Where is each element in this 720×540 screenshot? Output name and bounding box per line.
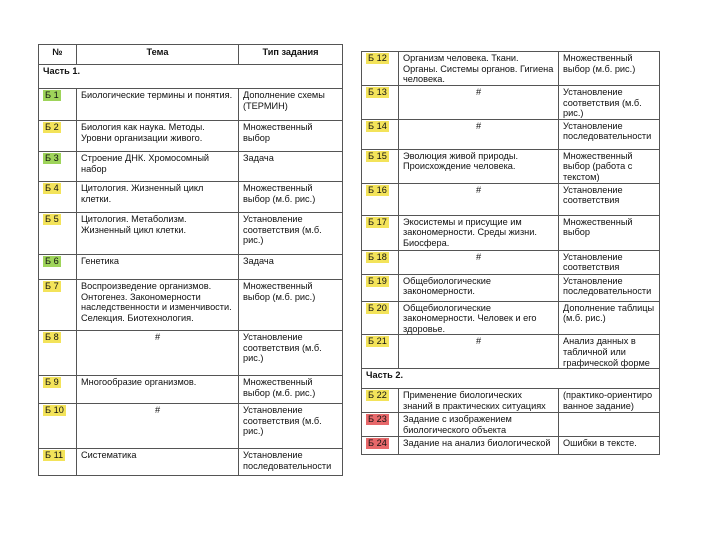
table-row <box>362 335 660 369</box>
task-topic-cell: Цитология. Метаболизм. Жизненный цикл клетки. <box>77 213 239 255</box>
task-type-cell: Ошибки в тексте. <box>559 436 660 454</box>
task-code-badge: Б 17 <box>368 216 387 227</box>
table-row <box>39 152 343 182</box>
task-code-cell <box>362 119 399 149</box>
part-row <box>39 65 343 89</box>
task-type-cell: Установление последовательности <box>239 449 343 476</box>
task-topic-cell: Систематика <box>77 449 239 476</box>
task-code-cell <box>39 182 77 213</box>
task-type-cell: Задача <box>239 152 343 182</box>
task-topic-cell: # <box>399 335 559 369</box>
task-type-cell: Дополнение схемы (ТЕРМИН) <box>239 89 343 121</box>
table-row <box>39 182 343 213</box>
task-code-cell <box>362 250 399 274</box>
table-row <box>362 436 660 454</box>
task-code-cell <box>39 376 77 404</box>
task-code-badge: Б 22 <box>368 390 387 401</box>
table-row <box>39 376 343 404</box>
table-row <box>362 215 660 250</box>
task-topic-cell: Задание с изображением биологического объекта <box>399 413 559 436</box>
task-code-cell <box>39 449 77 476</box>
task-code-badge: Б 8 <box>45 332 59 342</box>
table-header-row <box>39 45 343 65</box>
task-topic-cell: Экосистемы и присущие им закономерности. Среды жизни. Биосфера. <box>399 215 559 250</box>
task-topic-cell: # <box>77 404 239 449</box>
task-code-badge: Б 11 <box>45 450 64 460</box>
table-row <box>362 389 660 413</box>
table-row <box>362 183 660 215</box>
task-code-cell <box>362 335 399 369</box>
table-row <box>362 52 660 86</box>
task-code-badge: Б 2 <box>45 122 59 132</box>
task-code-cell <box>39 404 77 449</box>
task-topic-cell: # <box>399 250 559 274</box>
task-code-badge: Б 18 <box>368 251 387 262</box>
task-topic-cell: Биологические термины и понятия. <box>77 89 239 121</box>
task-code-badge: Б 19 <box>368 275 387 286</box>
task-type-cell: Анализ данных в табличной или графической форме <box>559 335 660 369</box>
task-topic-cell: Биология как наука. Методы. Уровни организации живого. <box>77 121 239 152</box>
task-code-badge: Б 14 <box>368 120 387 131</box>
task-type-cell: Установление соответствия (м.б. рис.) <box>239 404 343 449</box>
table-row <box>39 121 343 152</box>
task-type-cell: Множественный выбор (м.б. рис.) <box>559 52 660 86</box>
task-code-cell <box>362 215 399 250</box>
table-row <box>362 250 660 274</box>
task-code-badge: Б 23 <box>368 414 387 425</box>
task-type-cell: Задача <box>239 255 343 280</box>
task-code-cell <box>39 255 77 280</box>
task-type-cell: Множественный выбор <box>559 215 660 250</box>
task-type-cell: Установление соответствия (м.б. рис.) <box>239 213 343 255</box>
task-topic-cell: Эволюция живой природы. Происхождение человека. <box>399 149 559 183</box>
task-type-cell: (практико-ориентиро ванное задание) <box>559 389 660 413</box>
part-row <box>362 369 660 389</box>
task-code-cell <box>362 183 399 215</box>
task-code-cell <box>362 389 399 413</box>
header-type: Тип задания <box>239 45 343 65</box>
table-row <box>362 119 660 149</box>
task-topic-cell: # <box>77 331 239 376</box>
right-table <box>361 51 660 455</box>
header-topic: Тема <box>77 45 239 65</box>
left-table <box>38 44 343 476</box>
task-code-cell <box>362 413 399 436</box>
header-num: № <box>39 45 77 65</box>
table-row <box>362 149 660 183</box>
task-topic-cell: Применение биологических знаний в практических ситуациях <box>399 389 559 413</box>
table-row <box>39 213 343 255</box>
task-topic-cell: Генетика <box>77 255 239 280</box>
part2-label: Часть 2. <box>362 369 660 389</box>
task-code-badge: Б 12 <box>368 53 387 63</box>
task-topic-cell: # <box>399 86 559 120</box>
task-topic-cell: # <box>399 183 559 215</box>
task-code-badge: Б 5 <box>45 214 59 224</box>
task-type-cell: Множественный выбор (м.б. рис.) <box>239 376 343 404</box>
task-code-cell <box>39 121 77 152</box>
task-topic-cell: Организм человека. Ткани. Органы. Системы органов. Гигиена человека. <box>399 52 559 86</box>
task-type-cell: Дополнение таблицы (м.б. рис.) <box>559 301 660 335</box>
table-row <box>39 280 343 331</box>
task-code-cell <box>39 213 77 255</box>
task-code-cell <box>39 331 77 376</box>
task-code-badge: Б 3 <box>45 153 59 163</box>
task-type-cell: Установление последовательности <box>559 274 660 301</box>
table-row <box>39 89 343 121</box>
task-topic-cell: # <box>399 119 559 149</box>
task-type-cell: Множественный выбор <box>239 121 343 152</box>
task-type-cell: Установление последовательности <box>559 119 660 149</box>
table-row <box>362 274 660 301</box>
task-topic-cell: Строение ДНК. Хромосомный набор <box>77 152 239 182</box>
task-topic-cell: Общебиологические закономерности. Человек и его здоровье. <box>399 301 559 335</box>
task-code-cell <box>362 301 399 335</box>
task-code-badge: Б 10 <box>45 405 64 415</box>
table-row <box>362 301 660 335</box>
task-type-cell: Установление соответствия (м.б. рис.) <box>239 331 343 376</box>
task-topic-cell: Задание на анализ биологической <box>399 436 559 454</box>
table-row <box>39 331 343 376</box>
task-code-cell <box>39 280 77 331</box>
task-code-badge: Б 16 <box>368 184 387 195</box>
table-row <box>39 255 343 280</box>
task-code-badge: Б 24 <box>368 437 387 448</box>
task-type-cell: Установление соответствия (м.б. рис.) <box>559 86 660 120</box>
task-type-cell: Множественный выбор (м.б. рис.) <box>239 280 343 331</box>
task-code-badge: Б 7 <box>45 281 59 291</box>
task-code-cell <box>39 152 77 182</box>
task-code-badge: Б 21 <box>368 336 387 347</box>
table-row <box>39 404 343 449</box>
task-type-cell: Множественный выбор (м.б. рис.) <box>239 182 343 213</box>
task-code-badge: Б 6 <box>45 256 59 266</box>
task-code-badge: Б 20 <box>368 302 387 313</box>
task-topic-cell: Цитология. Жизненный цикл клетки. <box>77 182 239 213</box>
task-code-badge: Б 4 <box>45 183 59 193</box>
task-code-cell <box>39 89 77 121</box>
task-type-cell: Установление соответствия <box>559 250 660 274</box>
table-row <box>362 413 660 436</box>
task-code-badge: Б 1 <box>45 90 59 100</box>
table-row <box>39 449 343 476</box>
task-type-cell <box>559 413 660 436</box>
task-topic-cell: Общебиологические закономерности. <box>399 274 559 301</box>
task-type-cell: Множественный выбор (работа с текстом) <box>559 149 660 183</box>
task-code-cell <box>362 274 399 301</box>
task-topic-cell: Воспроизведение организмов. Онтогенез. Закономерности наследственности и изменчивости. Селекция. Биотехнология. <box>77 280 239 331</box>
task-code-cell <box>362 86 399 120</box>
table-row <box>362 86 660 120</box>
task-topic-cell: Многообразие организмов. <box>77 376 239 404</box>
task-type-cell: Установление соответствия <box>559 183 660 215</box>
task-code-badge: Б 15 <box>368 150 387 161</box>
task-code-badge: Б 13 <box>368 87 387 97</box>
task-code-cell <box>362 52 399 86</box>
task-code-badge: Б 9 <box>45 377 59 387</box>
task-code-cell <box>362 149 399 183</box>
part1-label: Часть 1. <box>39 65 343 89</box>
task-code-cell <box>362 436 399 454</box>
